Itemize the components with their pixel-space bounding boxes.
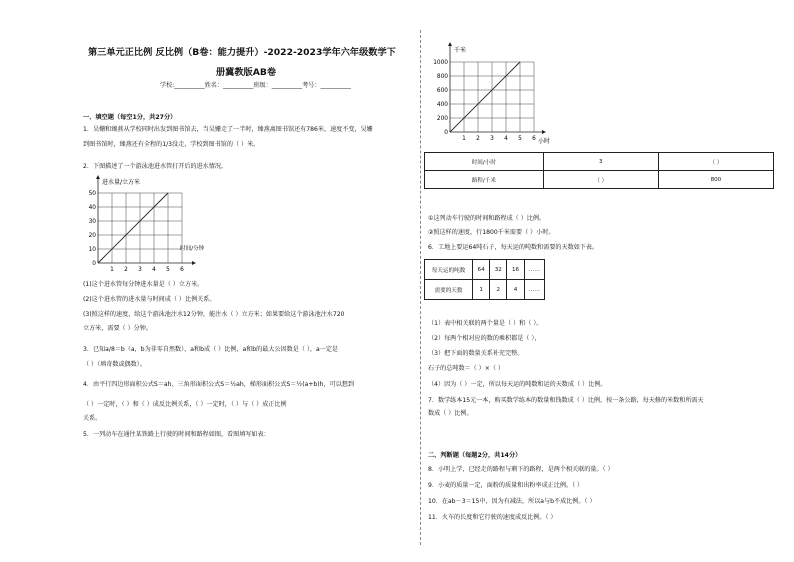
r2-text: ②照这样的速度，行1800千米需要（ ）小时。 xyxy=(428,229,555,236)
y-tick-label: 0 xyxy=(444,130,448,136)
section2-heading: 二、判断题（每题2分，共14分） xyxy=(428,452,522,459)
table-cell: 需要的天数 xyxy=(425,280,473,300)
q2-part3b: 立方米，需要（ ）分钟。 xyxy=(83,325,152,332)
y-tick-label: 40 xyxy=(88,205,96,211)
y-tick-label: 1000 xyxy=(433,60,448,66)
train-chart-ylabel: 千米 xyxy=(454,47,467,54)
train-data-line xyxy=(450,62,520,132)
table-cell: 800 xyxy=(658,171,773,189)
q7-text-b: 数成（ ）比例。 xyxy=(428,410,473,417)
q2-part3a: (3)照这样的速度，给这个游泳池注水12分钟，能注水（ ）立方米；如果要给这个游泳池注水720 xyxy=(83,311,345,318)
water-chart xyxy=(84,175,209,275)
q6-part4: （4）因为（ ）一定，所以每天运的吨数和运的天数成（ ）比例。 xyxy=(428,381,607,388)
q3-text-a: 3．已知a/8＝b（a，b为非零自然数），a和b成（ ）比例，a和b的最大公因数是（ ），a一定是 xyxy=(83,346,339,353)
stone-transport-table xyxy=(424,259,545,300)
x-tick-label: 6 xyxy=(180,267,184,273)
y-axis-arrow-icon xyxy=(96,175,100,179)
table-cell: 每天运的吨数 xyxy=(425,260,473,280)
q7-text-a: 7．数学练本15元一本，购买数学练本的数量和钱数成（ ）比例，按一条公路，每天修的米数和所需天 xyxy=(428,397,704,404)
section1-heading: 一、填空题（每空1分，共27分） xyxy=(83,114,177,121)
q8-text: 8．小明上学，已经走的路程与剩下的路程，是两个相关联的量。（ ） xyxy=(428,466,614,473)
table-cell: 4 xyxy=(507,280,524,300)
time-distance-table xyxy=(424,152,774,189)
y-tick-label: 600 xyxy=(436,88,448,94)
y-tick-label: 800 xyxy=(436,74,448,80)
table-cell: …… xyxy=(524,280,544,300)
q6-part1: （1）表中相关联的两个量是（ ）和（ ）。 xyxy=(428,320,543,327)
q5-text: 5．一列动车在通往某铁路上行驶的时间和路程如图，看图填写如表： xyxy=(83,431,270,438)
q3-text-b: （ ）（填奇数或偶数）。 xyxy=(83,361,146,368)
q1-text-b: 到图书馆时，臻燕还有全程的1/3没走，学校到图书馆的（ ）米。 xyxy=(83,141,260,148)
q10-text: 10．在ab－3＝15中，因为有减法，所以a与b不成比例。（ ） xyxy=(428,498,596,505)
q4-text-b: （ ）一定时，（ ）和（ ）成反比例关系，（ ）一定时，（ ）与（ ）成正比例 xyxy=(83,401,287,408)
water-chart-ylabel: 进水量/立方米 xyxy=(102,179,141,186)
table-cell: （ ） xyxy=(658,153,773,171)
x-tick-label: 2 xyxy=(476,136,480,142)
table-cell: 时间/小时 xyxy=(425,153,544,171)
q4-text-c: 关系。 xyxy=(83,415,102,422)
y-tick-label: 200 xyxy=(436,116,448,122)
table-cell: …… xyxy=(524,260,544,280)
q6-part2: （2）每两个相对应的数的乘积都是（ ）， xyxy=(428,335,541,342)
table-cell: 16 xyxy=(507,260,524,280)
table-row xyxy=(425,260,545,280)
q11-text: 11．火车的长度和它行驶的速度成反比例。（ ） xyxy=(428,514,557,521)
table-cell: 1 xyxy=(473,280,490,300)
table-cell: （ ） xyxy=(543,171,658,189)
y-tick-label: 50 xyxy=(88,191,96,197)
page-subtitle: 册冀教版AB卷 xyxy=(216,67,277,78)
train-chart-xlabel: 小时 xyxy=(538,138,551,145)
x-tick-label: 5 xyxy=(518,136,522,142)
table-cell: 路程/千米 xyxy=(425,171,544,189)
x-tick-label: 3 xyxy=(138,267,142,273)
page-title: 第三单元正比例 反比例（B卷：能力提升）-2022-2023学年六年级数学下 xyxy=(88,47,396,58)
q4-text-a: 4．由平行四边形面积公式S＝ah、三角形面积公式S＝½ah，梯形面积公式S＝½(a+b)h，可以想到 xyxy=(83,381,354,388)
x-tick-label: 1 xyxy=(110,267,114,273)
table-row xyxy=(425,280,545,300)
x-tick-label: 5 xyxy=(166,267,170,273)
train-chart-grid xyxy=(450,62,534,132)
q6-part3: （3）把下面的数量关系补充完整。 xyxy=(428,350,524,357)
table-row xyxy=(425,153,774,171)
table-cell: 64 xyxy=(473,260,490,280)
q1-text-a: 1．吴姗和臻燕从学校同时出发到图书馆去，当吴姗走了一半时，臻燕离图书馆还有786米，速度不变，吴姗 xyxy=(83,126,373,133)
table-cell: 2 xyxy=(490,280,507,300)
x-axis-arrow-icon xyxy=(192,261,196,265)
q6-text: 6．工地上要运64吨石子，每天运的吨数和需要的天数如下表。 xyxy=(428,244,599,251)
y-tick-label: 30 xyxy=(88,219,96,225)
y-tick-label: 0 xyxy=(92,261,96,267)
table-row xyxy=(425,171,774,189)
train-chart xyxy=(424,40,554,148)
table-cell: 3 xyxy=(543,153,658,171)
water-chart-grid xyxy=(98,193,182,263)
q9-text: 9．小麦的质量一定，面粉的质量和出粉率成正比例。（ ） xyxy=(428,482,584,489)
y-tick-label: 400 xyxy=(436,102,448,108)
x-tick-label: 4 xyxy=(504,136,508,142)
x-tick-label: 4 xyxy=(152,267,156,273)
y-tick-label: 20 xyxy=(88,233,96,239)
x-axis-arrow-icon xyxy=(542,130,546,134)
x-tick-label: 1 xyxy=(462,136,466,142)
table-cell: 32 xyxy=(490,260,507,280)
x-tick-label: 2 xyxy=(124,267,128,273)
x-tick-label: 3 xyxy=(490,136,494,142)
y-axis-arrow-icon xyxy=(448,42,452,46)
student-info: 学校:__________姓名：__________班级：__________考号：__________ xyxy=(160,82,351,89)
r1-text: ①这列动车行驶的时间和路程成（ ）比例。 xyxy=(428,215,546,222)
binding-line xyxy=(420,30,421,545)
water-chart-xlabel: 时间/分钟 xyxy=(180,246,205,252)
x-tick-label: 6 xyxy=(532,136,536,142)
q2-text: 2．下图描述了一个游泳池进水管打开后的进水情况。 xyxy=(83,163,228,170)
q2-part2: (2)这个进水管的进水量与时间成（ ）比例关系。 xyxy=(83,296,216,303)
y-tick-label: 10 xyxy=(88,247,96,253)
q6-equation: 石子的总吨数＝（ ）×（ ） xyxy=(428,365,505,372)
water-data-line xyxy=(98,193,168,263)
q2-part1: (1)这个进水管每分钟进水量是（ ）立方米。 xyxy=(83,281,204,288)
